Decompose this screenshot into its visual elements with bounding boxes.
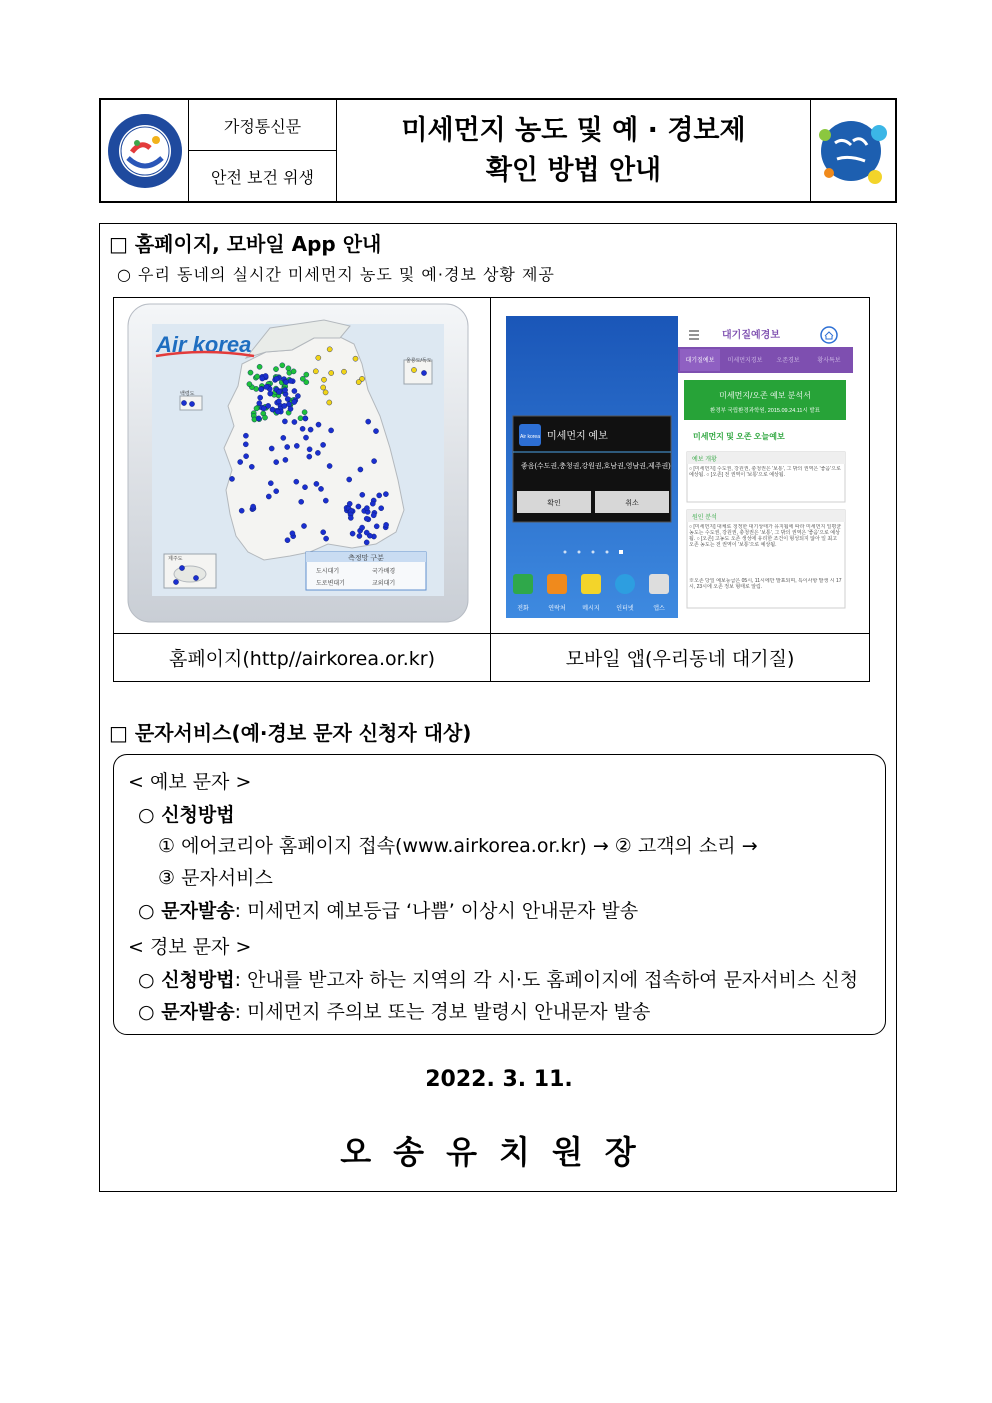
station-dot (303, 435, 308, 440)
station-dot (314, 481, 319, 486)
station-dot (321, 442, 326, 447)
station-dot (411, 367, 416, 372)
station-dot (357, 533, 362, 538)
kindergarten-logo (101, 100, 189, 201)
home-icon[interactable] (821, 327, 837, 343)
station-dot (264, 384, 269, 389)
station-dot (285, 396, 290, 401)
station-dot (247, 382, 252, 387)
station-dot (243, 442, 248, 447)
station-dot (347, 477, 352, 482)
station-dot (358, 467, 363, 472)
station-dot (173, 579, 178, 584)
station-dot (356, 504, 361, 509)
station-dot (370, 501, 375, 506)
forecast-step-2: ③ 문자서비스 (158, 867, 273, 889)
station-dot (304, 372, 309, 377)
airkorea-map-image (114, 298, 490, 633)
station-dot (292, 419, 297, 424)
station-dot (321, 377, 326, 382)
homepage-caption: 홈페이지(http//airkorea.or.kr) (114, 634, 491, 681)
section-sms-title: □ 문자서비스(예·경보 문자 신청자 대상) (109, 721, 472, 745)
popup-cancel-button[interactable]: 취소 (625, 500, 639, 507)
mobile-app-caption: 모바일 앱(우리동네 대기질) (565, 648, 795, 670)
forecast-send-line: ○ 문자발송: 미세먼지 예보등급 ‘나쁨’ 이상시 안내문자 발송 (138, 900, 639, 922)
tab-pm-alert-label[interactable]: 미세먼지경보 (727, 358, 763, 364)
station-dot (283, 457, 288, 462)
kindergarten-emblem-icon (106, 112, 184, 190)
forecast-apply-label: ○ 신청방법 (138, 804, 235, 826)
station-dot (256, 416, 261, 421)
station-dot (350, 531, 355, 536)
station-dot (329, 370, 334, 375)
station-dot (274, 460, 279, 465)
station-dot (316, 422, 321, 427)
dock-apps-label: 앱스 (653, 606, 665, 612)
category-safety: 안전 보건 위생 (211, 167, 314, 187)
station-dot (181, 400, 186, 405)
mobile-app-image (491, 298, 868, 633)
legend-national: 국가배경 (372, 569, 396, 575)
station-dot (366, 419, 371, 424)
popup-confirm-button[interactable]: 확인 (547, 500, 561, 507)
station-dot (286, 366, 291, 371)
station-dot (303, 416, 308, 421)
apps-dock-icon[interactable] (649, 574, 669, 594)
box2-title: 원인 분석 (692, 515, 717, 521)
alert-send-line: ○ 문자발송: 미세먼지 주의보 또는 경보 발령시 안내문자 발송 (138, 1001, 651, 1023)
message-dock-icon[interactable] (581, 574, 601, 594)
tab-forecast-label[interactable]: 대기질예보 (685, 358, 715, 364)
station-dot (384, 522, 389, 527)
station-dot (268, 391, 273, 396)
station-dot (372, 459, 377, 464)
station-dot (193, 575, 198, 580)
inset-jeju: 제주도 (168, 556, 183, 562)
station-dot (274, 376, 279, 381)
station-dot (283, 388, 288, 393)
legend-roadside: 도로변대기 (316, 581, 345, 587)
report-title: 미세먼지/오존 예보 분석서 (719, 391, 811, 400)
contacts-dock-icon[interactable] (547, 574, 567, 594)
station-dot (291, 369, 296, 374)
station-dot (281, 435, 286, 440)
category-cells (189, 100, 337, 201)
dock-contacts-label: 연락처 (548, 606, 566, 612)
station-dot (262, 415, 267, 420)
integrity-world-icon (813, 111, 893, 191)
station-dot (316, 355, 321, 360)
station-dot (364, 516, 369, 521)
popup-app-icon-label: Air korea (519, 434, 541, 440)
station-dot (255, 374, 260, 379)
station-dot (324, 536, 329, 541)
station-dot (276, 399, 281, 404)
station-dot (229, 476, 234, 481)
station-dot (251, 504, 256, 509)
station-dot (347, 501, 352, 506)
mobile-app-screenshot-cell (491, 298, 869, 634)
station-dot (273, 367, 278, 372)
box2-text: ○ [미세먼지] 대체로 청정한 대기상태가 유지됨에 따라 미세먼지 일평균 농도는 수도권, 강원권, 충청권은 '보통', 그 밖의 권역은 '좋음'으로 예상됨. ○ [오존] 고농도 오존 생성에 유리한 조건이 형성되지 않아 일 최고 오존 농도는 전 권역이 '보통'으로 예상됨. (689, 524, 842, 548)
internet-dock-icon[interactable] (615, 574, 635, 594)
dock-internet-label: 인터넷 (616, 606, 634, 612)
station-dot (379, 506, 384, 511)
station-dot (238, 459, 243, 464)
station-dot (277, 389, 282, 394)
station-dot (275, 409, 280, 414)
station-dot (292, 399, 297, 404)
station-dot (353, 356, 358, 361)
station-dot (294, 443, 299, 448)
dock-phone-label: 전화 (517, 606, 529, 612)
station-dot (364, 506, 369, 511)
station-dot (261, 406, 266, 411)
main-content (99, 223, 897, 1192)
station-dot (315, 450, 320, 455)
station-dot (313, 369, 318, 374)
today-forecast-heading: 미세먼지 및 오존 오늘예보 (693, 432, 785, 441)
section-homepage-subline: ○ 우리 동네의 실시간 미세먼지 농도 및 예·경보 상황 제공 (117, 265, 555, 284)
box2-note: ※오존 당일 예보등급은 05시, 11시에만 발표되며, 특이사항 발생 시 17시, 23시에 오존 정보 형태로 알림. (689, 578, 842, 590)
app-header-title: 대기질예경보 (722, 330, 780, 341)
legend-suburban: 교외대기 (372, 581, 396, 587)
phone-dock-icon[interactable] (513, 574, 533, 594)
section-homepage-title: □ 홈페이지, 모바일 App 안내 (109, 232, 382, 256)
station-dot (259, 387, 264, 392)
inset-baengnyeong: 백령도 (180, 391, 195, 397)
station-dot (286, 402, 291, 407)
station-dot (356, 380, 361, 385)
station-dot (327, 347, 332, 352)
station-dot (360, 492, 365, 497)
legend-urban: 도시대기 (316, 569, 340, 575)
station-dot (294, 479, 299, 484)
principal-signature: 오송유치원장 (340, 1133, 658, 1171)
box1-title: 예보 개황 (692, 457, 717, 463)
station-dot (239, 508, 244, 513)
screenshot-table (113, 297, 870, 682)
station-dot (299, 499, 304, 504)
station-dot (341, 369, 346, 374)
station-dot (285, 444, 290, 449)
station-dot (266, 494, 271, 499)
station-dot (302, 410, 307, 415)
station-dot (374, 524, 379, 529)
tab-ozone-label[interactable]: 오존경보 (776, 358, 800, 364)
station-dot (269, 446, 274, 451)
tab-yellow-dust-label[interactable]: 황사특보 (817, 358, 841, 364)
station-dot (360, 525, 365, 530)
station-dot (243, 433, 248, 438)
alert-sms-heading: < 경보 문자 > (128, 936, 252, 958)
homepage-screenshot-cell (114, 298, 491, 634)
station-dot (377, 493, 382, 498)
station-dot (270, 407, 275, 412)
category-newsletter: 가정통신문 (189, 100, 336, 151)
station-dot (257, 401, 262, 406)
station-dot (321, 530, 326, 535)
station-dot (300, 376, 305, 381)
box1-text: ○ [미세먼지] 수도권, 강원권, 충청권은 '보통', 그 밖의 권역은 '좋음'으로 예상됨. ○ [오존] 전 권역이 '보통'으로 예상됨. (689, 466, 841, 478)
dock-message-label: 메시지 (582, 606, 600, 612)
forecast-sms-heading: < 예보 문자 > (128, 771, 252, 793)
station-dot (371, 513, 376, 518)
station-dot (307, 454, 312, 459)
map-legend-title: 측정망 구분 (348, 555, 384, 562)
forecast-step-1: ① 에어코리아 홈페이지 접속(www.airkorea.or.kr) → ② 고객의 소리 → (158, 835, 758, 857)
station-dot (288, 406, 293, 411)
station-dot (268, 481, 273, 486)
station-dot (373, 429, 378, 434)
station-dot (364, 530, 369, 535)
station-dot (318, 486, 323, 491)
station-dot (364, 540, 369, 545)
station-dot (290, 531, 295, 536)
station-dot (298, 416, 303, 421)
station-dot (179, 565, 184, 570)
station-dot (421, 370, 426, 375)
station-dot (284, 380, 289, 385)
station-dot (254, 406, 259, 411)
document-date: 2022. 3. 11. (425, 1067, 573, 1092)
station-dot (327, 463, 332, 468)
title-line-2: 확인 방법 안내 (485, 154, 662, 186)
station-dot (323, 390, 328, 395)
station-dot (285, 538, 290, 543)
station-dot (258, 395, 263, 400)
report-source: 환경부 국립환경과학원, 2015.09.24.11시 발표 (710, 408, 820, 414)
station-dot (260, 376, 265, 381)
station-dot (295, 393, 300, 398)
station-dot (280, 363, 285, 368)
station-dot (329, 428, 334, 433)
station-dot (274, 489, 279, 494)
popup-title: 미세먼지 예보 (547, 431, 608, 442)
station-dot (323, 498, 328, 503)
page-title (337, 100, 811, 201)
title-line-1: 미세먼지 농도 및 예 · 경보제 (401, 114, 746, 146)
station-dot (348, 515, 353, 520)
station-dot (249, 464, 254, 469)
station-dot (292, 388, 297, 393)
inset-ulleung: 울릉도/독도 (406, 358, 432, 364)
station-dot (248, 370, 253, 375)
sms-service-box (113, 754, 886, 1035)
station-dot (307, 447, 312, 452)
airkorea-brand-text: Air korea (156, 332, 252, 357)
station-dot (301, 523, 306, 528)
station-dot (189, 401, 194, 406)
header-table (99, 98, 897, 203)
station-dot (302, 485, 307, 490)
alert-apply-line: ○ 신청방법: 안내를 받고자 하는 지역의 각 시·도 홈페이지에 접속하여 문자서비스 신청 (138, 969, 859, 991)
station-dot (308, 427, 313, 432)
station-dot (300, 426, 305, 431)
integrity-logo (811, 100, 895, 201)
station-dot (321, 385, 326, 390)
station-dot (383, 492, 388, 497)
station-dot (282, 419, 287, 424)
station-dot (327, 400, 332, 405)
station-dot (257, 364, 262, 369)
popup-message: 좋음(수도권,충청권,강원권,호남권,영남권,제주권) (521, 463, 671, 470)
station-dot (244, 454, 249, 459)
